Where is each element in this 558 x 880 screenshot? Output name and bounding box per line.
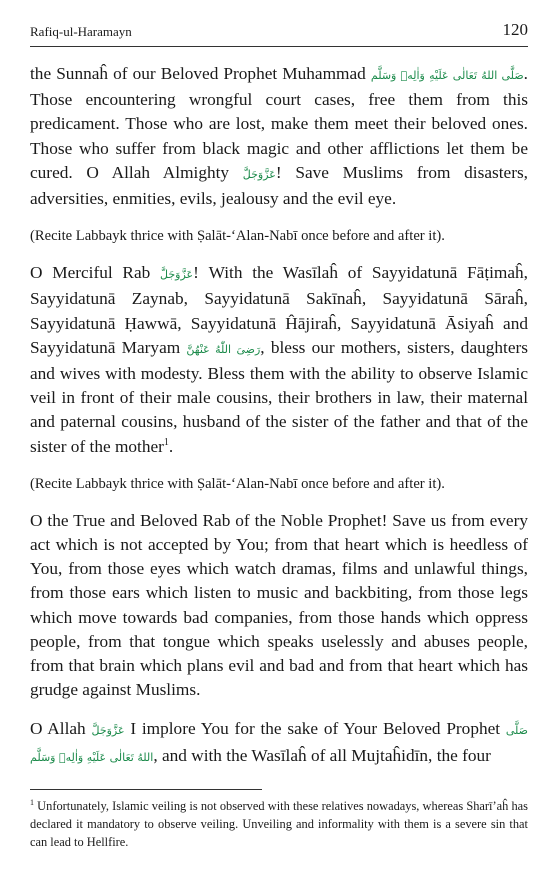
- running-title: Rafiq-ul-Haramayn: [30, 24, 132, 39]
- recitation-note-1: (Recite Labbayk thrice with Ṣalāt-‘Alan-Nabī once before and after it).: [30, 228, 445, 245]
- footnote: [30, 797, 528, 851]
- paragraph-1-text-b: . Those encountering wrongful court cases, free them from this predicament. Those who are lost, make them meet their beloved ones. Those who suffer from black magic and other afflictions let them be cured. O Allah Almighty: [30, 64, 528, 182]
- arabic-salawat: صَلَّى اللهُ تَعَالٰى عَلَيْهِ وَاٰلِهٖ وَسَلَّم: [370, 69, 524, 82]
- paragraph-4: [30, 717, 528, 769]
- paragraph-2-text-c: , bless our mothers, sisters, daughters and wives with modesty. Bless them with the ability to observe Islamic veil in front of their male cousins, their brothers in law, their maternal and paternal cousins, husband of the sister of the father and that of the sister of the mother: [30, 337, 528, 456]
- paragraph-4-text-c: , and with the Wasīlaĥ of all Mujtaĥidīn, the four: [153, 745, 491, 765]
- arabic-azza-wa-jalla: عَزَّوَجَلَّ: [242, 167, 276, 181]
- body-text: [30, 62, 528, 785]
- paragraph-4-text-a: O Allah: [30, 719, 92, 739]
- arabic-radiyallahu-anhunna: رَضِىَ اللّٰهُ عَنْهُنَّ: [186, 342, 261, 356]
- paragraph-3: O the True and Beloved Rab of the Noble Prophet! Save us from every act which is not accepted by You; from that heart which is heedless of You, from those eyes which watch dramas, films and unlawful things, from those ears which listen to music and backbiting, from those legs which move towards bad companies, from those hands which oppress people, from that tongue which speaks uselessly and abuses people, from that brain which plans evil and bad and from that heart which has grudge against Muslims.: [30, 510, 528, 700]
- paragraph-1: [30, 62, 528, 211]
- footnote-divider: [30, 789, 262, 790]
- recitation-note-2: (Recite Labbayk thrice with Ṣalāt-‘Alan-Nabī once before and after it).: [30, 475, 445, 492]
- paragraph-2-end: .: [168, 436, 174, 456]
- footnote-reference[interactable]: 1: [163, 436, 169, 448]
- footnote-marker: 1: [30, 797, 34, 807]
- paragraph-1-text-a: the Sunnaĥ of our Beloved Prophet Muhammad: [30, 64, 371, 83]
- paragraph-1-text-c: ! Save Muslims from disasters, adversities, enmities, evils, jealousy and the evil eye.: [30, 162, 528, 209]
- footnote-text: Unfortunately, Islamic veiling is not observed with these relatives nowadays, whereas Sharī’aĥ has declared it mandatory to observe veiling. Unveiling and informality with them is a severe sin that can lead to Hellfire.: [30, 799, 528, 849]
- paragraph-2-text-b: ! With the Wasīlaĥ of Sayyidatunā Fāṭimaĥ, Sayyidatunā Zaynab, Sayyidatunā Sakīnaĥ, Sayyidatunā Sāraĥ, Sayyidatunā Ḥawwā, Sayyidatunā Ĥājiraĥ, Sayyidatunā Āsiyaĥ and Sayyidatunā Maryam: [30, 263, 528, 357]
- paragraph-2: [30, 261, 528, 459]
- page-header: [30, 20, 528, 47]
- paragraph-4-text-b: I implore You for the sake of Your Beloved Prophet: [124, 719, 506, 739]
- arabic-azza-wa-jalla: عَزَّوَجَلَّ: [160, 268, 194, 282]
- page-number: 120: [502, 20, 528, 39]
- paragraph-2-text-a: O Merciful Rab: [30, 263, 161, 283]
- arabic-azza-wa-jalla: عَزَّوَجَلَّ: [91, 724, 125, 738]
- arabic-salawat: صَلَّى اللهُ تَعَالٰى عَلَيْهِ وَاٰلِهٖ وَسَلَّم: [30, 724, 529, 764]
